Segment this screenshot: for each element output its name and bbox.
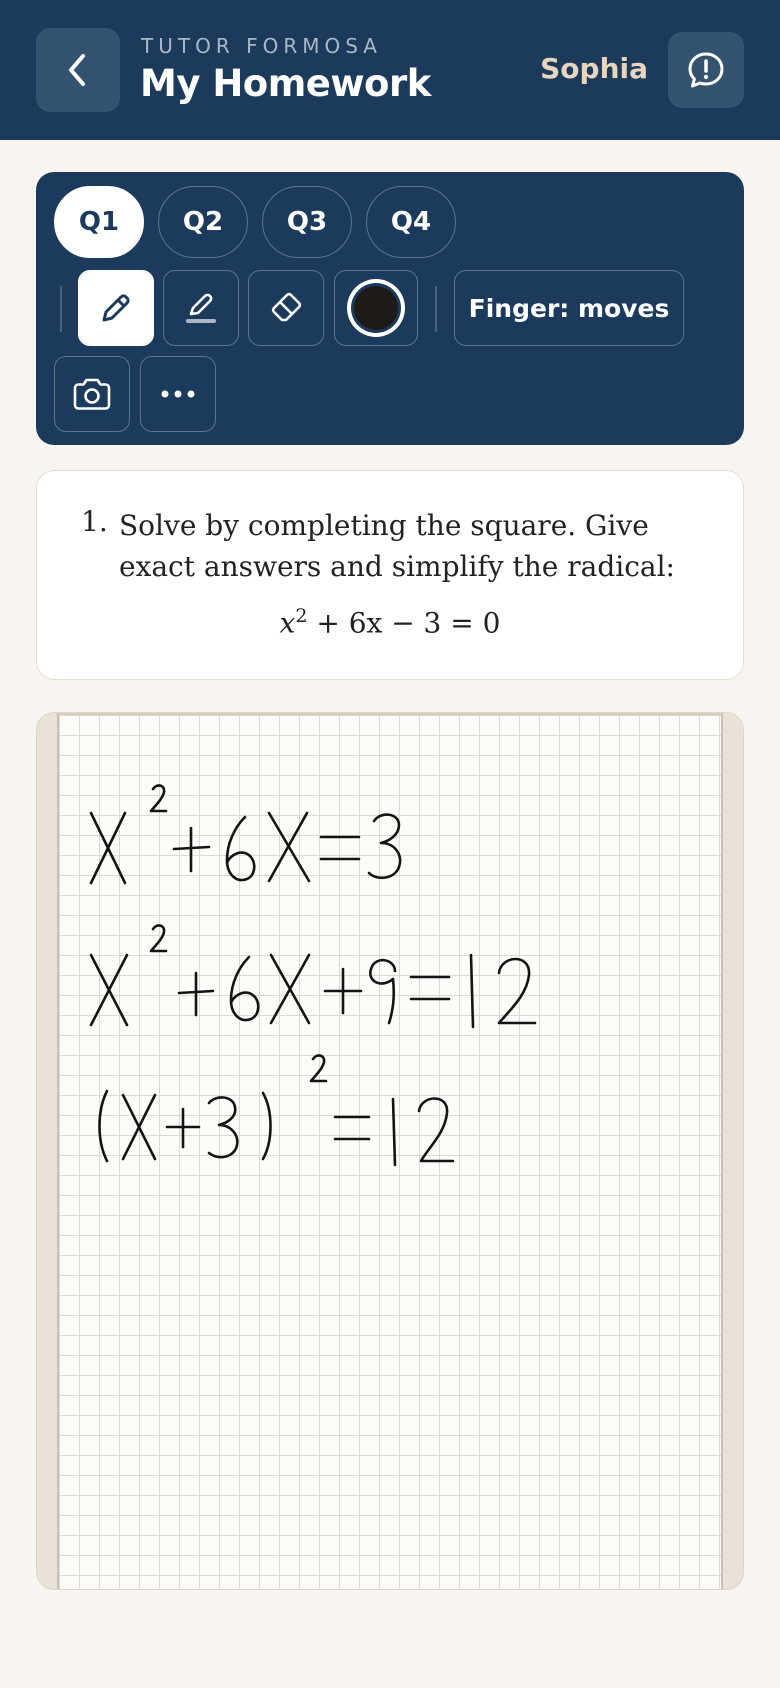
- page-title: My Homework: [140, 62, 431, 105]
- color-swatch-icon: [344, 276, 408, 340]
- handwriting-layer: [59, 715, 721, 1590]
- more-button[interactable]: [140, 356, 216, 432]
- handwriting-line-2: [91, 925, 535, 1027]
- tab-q4[interactable]: Q4: [366, 186, 456, 258]
- equation-rhs: + 6x − 3 = 0: [316, 606, 501, 640]
- eraser-icon: [268, 290, 304, 326]
- chat-alert-icon: [686, 50, 726, 90]
- handwriting-line-3: [100, 1055, 454, 1165]
- color-picker-button[interactable]: [334, 270, 418, 346]
- brand-label: TUTOR FORMOSA: [141, 34, 382, 58]
- problem-equation: [37, 605, 743, 639]
- color-swatch: [354, 286, 398, 330]
- eraser-tool-button[interactable]: [248, 270, 324, 346]
- problem-number: 1.: [81, 505, 108, 538]
- handwriting-line-1: [91, 785, 400, 883]
- camera-button[interactable]: [54, 356, 130, 432]
- more-icon: [160, 389, 196, 399]
- problem-card: [36, 470, 744, 680]
- highlighter-tool-button[interactable]: [163, 270, 239, 346]
- equation-exponent: 2: [295, 605, 308, 627]
- divider: [60, 286, 62, 332]
- app-header: [0, 0, 780, 140]
- finger-mode-label: Finger: moves: [468, 293, 670, 323]
- chat-button[interactable]: [668, 32, 744, 108]
- tab-q2[interactable]: Q2: [158, 186, 248, 258]
- equation-lhs: x: [279, 606, 296, 640]
- drawing-canvas[interactable]: [57, 713, 723, 1590]
- finger-mode-button[interactable]: [454, 270, 684, 346]
- camera-icon: [71, 376, 113, 412]
- user-name: Sophia: [540, 52, 648, 85]
- chevron-left-icon: [63, 52, 93, 88]
- pencil-icon: [99, 291, 133, 325]
- tab-q1[interactable]: Q1: [54, 186, 144, 258]
- tab-q3[interactable]: Q3: [262, 186, 352, 258]
- divider: [435, 286, 437, 332]
- pen-tool-button[interactable]: [78, 270, 154, 346]
- highlighter-icon: [183, 290, 219, 326]
- toolbar: [36, 172, 744, 445]
- canvas-frame: [36, 712, 744, 1590]
- problem-text: Solve by completing the square. Give exact answers and simplify the radical:: [119, 509, 675, 583]
- back-button[interactable]: [36, 28, 120, 112]
